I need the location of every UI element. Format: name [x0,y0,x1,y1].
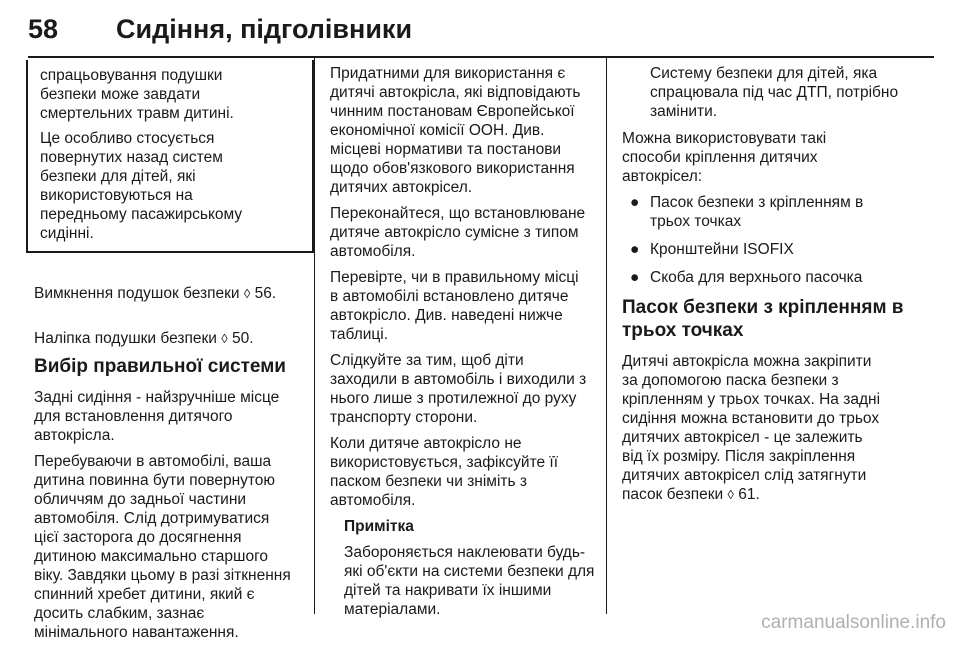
body-paragraph: Задні сидіння - найзручніше місце для встановлення дитячого автокрісла. [34,389,280,444]
list-item: ● Кронштейни ISOFIX [630,241,794,258]
page-header [0,0,960,56]
body-paragraph[interactable]: Дитячі автокрісла можна закріпити за допомогою паска безпеки з кріпленням у трьох точках. На задні сидіння можна встановити до трьох дитячих автокрісел - це залежить від їх розміру. Після закріплення дитячих автокрісел слід затягнути пасок безпеки ◊ 61. [622,353,881,503]
warning-paragraph: спрацьовування подушки безпеки може завдати смертельних травм дитині. [40,67,234,122]
cross-reference[interactable]: Вимкнення подушок безпеки ◊ 56. [34,285,277,302]
list-item: ● Скоба для верхнього пасочка [630,269,863,286]
page-ref-icon: ◊ [727,487,734,502]
header-rule [28,56,934,58]
list-item: ● Пасок безпеки з кріпленням в трьох точках [630,194,864,230]
note-block [344,517,598,619]
column-divider-1 [314,58,315,614]
section-heading: Пасок безпеки з кріпленням в трьох точках [622,297,904,341]
note-title: Примітка [344,518,414,535]
page-number: 58 [28,14,59,44]
bullet-icon: ● [630,269,640,286]
column-divider-2 [606,58,607,614]
list-item: Систему безпеки для дітей, яка спрацювала під час ДТП, потрібно замінити. [650,65,899,120]
warning-paragraph: Це особливо стосується повернутих назад систем безпеки для дітей, які використовуються на передньому пасажирському сидінні. [40,130,243,242]
page-ref-icon: ◊ [221,331,228,346]
note-text: Забороняється наклеювати будь- які об'єкти на системи безпеки для дітей та накривати їх іншими матеріалами. [344,544,595,618]
section-heading: Вибір правильної системи [34,356,286,377]
body-paragraph: Можна використовувати такі способи кріплення дитячих автокрісел: [622,130,827,185]
watermark: carmanualsonline.info [761,612,946,633]
body-paragraph: Перевірте, чи в правильному місці в автомобілі встановлено дитяче автокрісло. Див. наведені нижче таблиці. [330,269,579,343]
column-1 [34,60,306,649]
warning-box [26,60,314,253]
page-ref-icon: ◊ [243,286,251,301]
bullet-list-continued [622,64,934,121]
bullet-list [622,193,934,287]
body-paragraph: Придатними для використання є дитячі автокрісла, які відповідають чинним постановам Європейської економічної комісії ООН. Див. місцеві нормативи та постанови щодо обов'язкового використання дитячих автокрісел. [330,65,581,196]
body-paragraph: Слідкуйте за тим, щоб діти заходили в автомобіль і виходили з нього лише з протилежної до руху транспорту сторони. [330,352,587,426]
column-2 [330,64,598,626]
body-paragraph: Переконайтеся, що встановлюване дитяче автокрісло сумісне з типом автомобіля. [330,205,586,260]
bullet-icon: ● [630,241,640,258]
body-paragraph: Перебуваючи в автомобілі, ваша дитина повинна бути повернутою обличчям до задньої частини автомобіля. Слід дотримуватися цієї засторога до досягнення дитиною максимально старшого віку. Завдяки цьому в разі зіткнення спинний хребет дитини, який є досить слабким, зазнає мінімального навантаження. [34,453,291,641]
column-3 [622,64,934,511]
page-title: Сидіння, підголівники [116,14,413,44]
bullet-icon: ● [630,194,640,211]
body-paragraph: Коли дитяче автокрісло не використовується, зафіксуйте її паском безпеки чи зніміть з автомобіля. [330,435,559,509]
cross-reference[interactable]: Наліпка подушки безпеки ◊ 50. [34,330,254,347]
